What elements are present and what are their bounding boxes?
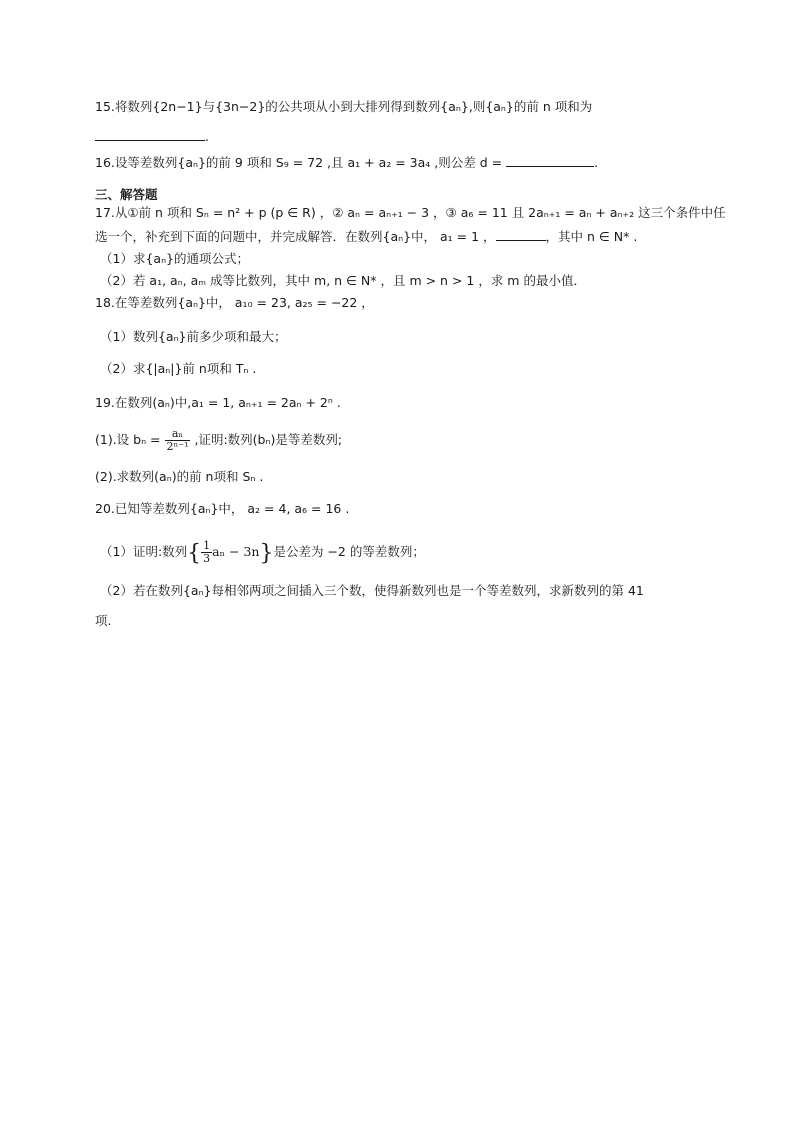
q18-stem: 18.在等差数列{aₙ}中， a₁₀ = 23, a₂₅ = −22 ， [95, 295, 374, 310]
q19-part1-suffix: ,证明:数列(bₙ)是等差数列; [194, 432, 343, 447]
q20-sequence-expression: aₙ − 3n [212, 544, 260, 559]
q20-part1-suffix: 是公差为 −2 的等差数列； [273, 544, 425, 559]
q18-part2: （2）求{|aₙ|}前 n项和 Tₙ . [100, 361, 257, 376]
q20-part2-line1: （2）若在数列{aₙ}每相邻两项之间插入三个数，使得新数列也是一个等差数列，求新数列的第 41 [100, 583, 644, 598]
q20-fraction-denominator: 3 [203, 552, 211, 565]
q19-fraction-numerator: aₙ [165, 428, 191, 441]
q17-stem-part-b: ，其中 n ∈ N* . [545, 229, 638, 244]
q20-left-brace: { [187, 541, 202, 566]
q19-part1-prefix: (1).设 bₙ = [95, 432, 161, 447]
q19-fraction-denominator: 2ⁿ⁻¹ [166, 440, 189, 453]
q15-line2 [95, 128, 209, 146]
q20-stem: 20.已知等差数列{aₙ}中， a₂ = 4, a₆ = 16 . [95, 501, 350, 516]
q17-part2: （2）若 a₁, aₙ, aₘ 成等比数列，其中 m, n ∈ N* ，且 m > n > 1 ，求 m 的最小值． [100, 273, 586, 288]
q17-line1: 17.从①前 n 项和 Sₙ = n² + p (p ∈ R) ，② aₙ = aₙ₊₁ − 3 ，③ a₆ = 11 且 2aₙ₊₁ = aₙ + aₙ₊₂ 这三个条件中任 [95, 205, 726, 220]
q20-fraction-numerator: 1 [203, 539, 211, 552]
section-heading: 三、解答题 [95, 187, 158, 202]
q19-part1 [95, 428, 342, 453]
q19-stem: 19.在数列(aₙ)中,a₁ = 1, aₙ₊₁ = 2aₙ + 2ⁿ . [95, 395, 341, 410]
q18-part1: （1）数列{aₙ}前多少项和最大； [100, 329, 287, 344]
q20-part1-prefix: （1）证明:数列 [100, 544, 188, 559]
q17-stem-part-a: 选一个，补充到下面的问题中，并完成解答．在数列{aₙ}中， a₁ = 1 ， [95, 229, 496, 244]
q20-part2-line2: 项. [95, 613, 112, 628]
q17-condition-blank [496, 228, 546, 241]
q16-answer-blank [506, 154, 594, 167]
q16-period: . [594, 155, 599, 170]
q17-part1: （1）求{aₙ}的通项公式； [100, 251, 249, 266]
q20-fraction [201, 540, 212, 565]
q17-line2 [95, 228, 637, 246]
q20-part1 [100, 540, 425, 565]
q15-answer-blank [95, 128, 205, 141]
q16-line [95, 154, 598, 172]
q19-fraction [165, 428, 191, 453]
q19-part2: (2).求数列(aₙ)的前 n项和 Sₙ . [95, 469, 264, 484]
q15-period: . [205, 129, 209, 144]
q16-stem: 16.设等差数列{aₙ}的前 9 项和 S₉ = 72 ,且 a₁ + a₂ = 3a₄ ,则公差 d = [95, 155, 503, 170]
q20-right-brace: } [259, 541, 274, 566]
q15-line1: 15.将数列{2n−1}与{3n−2}的公共项从小到大排列得到数列{aₙ},则{aₙ}的前 n 项和为 [95, 99, 593, 114]
